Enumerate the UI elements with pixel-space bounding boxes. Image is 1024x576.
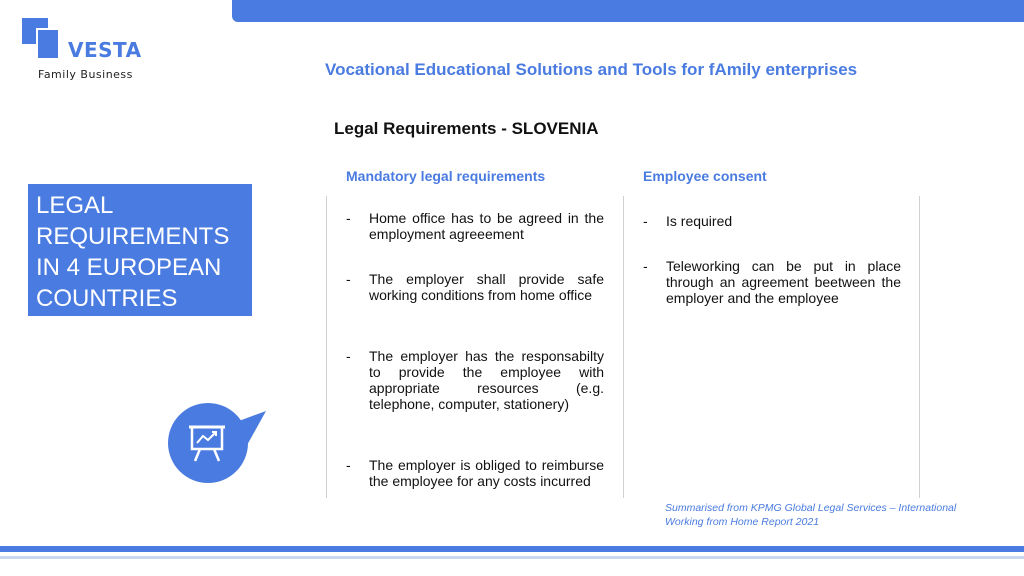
employee-consent-heading: Employee consent xyxy=(643,168,767,184)
list-item-text: Is required xyxy=(666,213,733,229)
list-item-text: The employer shall provide safe working conditions from home office xyxy=(369,271,604,303)
vesta-logo xyxy=(20,18,150,82)
section-label-line: REQUIREMENTS xyxy=(36,223,230,250)
logo-name: VESTA xyxy=(68,38,142,62)
section-label-line: IN 4 EUROPEAN xyxy=(36,254,222,281)
top-accent-bar xyxy=(232,0,1024,22)
section-label-line: COUNTRIES xyxy=(36,285,178,312)
source-note: Summarised from KPMG Global Legal Services – International Working from Home Report 2021 xyxy=(665,502,957,528)
section-label-line: LEGAL xyxy=(36,192,114,219)
column-divider xyxy=(919,196,920,498)
logo-tagline: Family Business xyxy=(38,68,133,81)
bottom-accent-band xyxy=(0,556,1024,559)
mandatory-requirements-heading: Mandatory legal requirements xyxy=(346,168,546,184)
list-item-text: Home office has to be agreed in the employment agreeement xyxy=(369,210,604,242)
bottom-accent-bar xyxy=(0,546,1024,552)
page-title: Legal Requirements - SLOVENIA xyxy=(334,119,599,138)
list-item-text: The employer has the responsabilty to provide the employee with appropriate resources (e.g. telephone, computer, stationery) xyxy=(369,348,604,412)
list-item-text: Teleworking can be put in place through an agreement beetween the employer and the employee xyxy=(666,258,901,306)
presentation-board-icon xyxy=(168,403,266,485)
column-divider xyxy=(623,196,624,498)
column-divider xyxy=(326,196,327,498)
section-label-box xyxy=(28,184,252,316)
list-item-text: The employer is obliged to reimburse the employee for any costs incurred xyxy=(369,457,604,489)
project-subtitle: Vocational Educational Solutions and Tools for fAmily enterprises xyxy=(325,60,858,79)
